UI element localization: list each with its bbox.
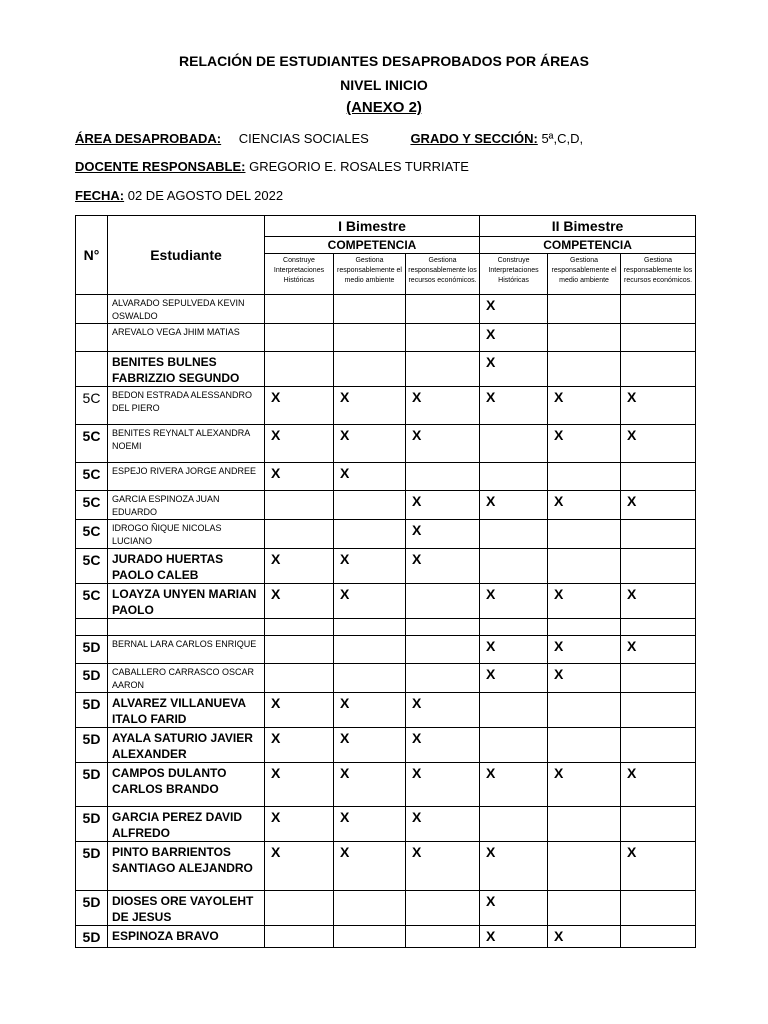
col-student-header: Estudiante (108, 216, 265, 295)
mark-cell (621, 619, 696, 636)
mark-cell (265, 491, 334, 520)
mark-cell (548, 807, 621, 842)
mark-cell: X (480, 926, 548, 948)
mark-cell: X (265, 842, 334, 891)
mark-cell: X (548, 584, 621, 619)
mark-cell: X (480, 584, 548, 619)
annex-text: (ANEXO 2) (346, 99, 422, 116)
mark-cell (265, 891, 334, 926)
area-label: ÁREA DESAPROBADA: (75, 131, 222, 146)
mark-cell (548, 295, 621, 324)
student-name-cell: ALVARADO SEPULVEDA KEVIN OSWALDO (108, 295, 265, 324)
mark-cell (621, 520, 696, 549)
section-cell: 5C (76, 584, 108, 619)
mark-cell: X (406, 491, 480, 520)
mark-cell (621, 664, 696, 693)
mark-cell (480, 728, 548, 763)
mark-cell: X (548, 664, 621, 693)
mark-cell (548, 842, 621, 891)
mark-cell: X (480, 842, 548, 891)
mark-cell: X (406, 520, 480, 549)
mark-cell: X (548, 387, 621, 425)
competencia-1-header: COMPETENCIA (265, 237, 480, 254)
student-name-cell: BEDON ESTRADA ALESSANDRO DEL PIERO (108, 387, 265, 425)
student-name-cell: GARCIA PEREZ DAVID ALFREDO (108, 807, 265, 842)
mark-cell (480, 807, 548, 842)
mark-cell (406, 619, 480, 636)
student-name-cell: JURADO HUERTAS PAOLO CALEB (108, 549, 265, 584)
mark-cell (480, 425, 548, 463)
mark-cell: X (334, 387, 406, 425)
student-name-cell: BENITES BULNES FABRIZZIO SEGUNDO (108, 352, 265, 387)
mark-cell: X (480, 387, 548, 425)
table-row (76, 520, 696, 549)
table-row (76, 295, 696, 324)
mark-cell: X (265, 763, 334, 807)
mark-cell (480, 520, 548, 549)
mark-cell: X (480, 324, 548, 352)
competence-header: Gestiona responsablemente los recursos económicos. (621, 254, 696, 295)
students-table (75, 215, 696, 948)
mark-cell (621, 891, 696, 926)
competence-header: Gestiona responsablemente el medio ambiente (334, 254, 406, 295)
mark-cell (480, 463, 548, 491)
mark-cell: X (334, 807, 406, 842)
section-cell: 5D (76, 891, 108, 926)
mark-cell: X (265, 807, 334, 842)
mark-cell (548, 324, 621, 352)
mark-cell: X (621, 636, 696, 664)
mark-cell: X (621, 763, 696, 807)
mark-cell (406, 926, 480, 948)
mark-cell: X (480, 891, 548, 926)
section-cell: 5C (76, 520, 108, 549)
mark-cell: X (334, 842, 406, 891)
table-row (76, 324, 696, 352)
section-cell (76, 295, 108, 324)
mark-cell: X (406, 693, 480, 728)
mark-cell (548, 619, 621, 636)
mark-cell (265, 636, 334, 664)
mark-cell: X (334, 463, 406, 491)
mark-cell: X (480, 664, 548, 693)
mark-cell (548, 728, 621, 763)
mark-cell: X (621, 387, 696, 425)
mark-cell: X (480, 636, 548, 664)
document-subtitle: NIVEL INICIO (340, 77, 428, 93)
date-value: 02 DE AGOSTO DEL 2022 (127, 188, 284, 203)
mark-cell (334, 664, 406, 693)
table-row (76, 807, 696, 842)
mark-cell (621, 295, 696, 324)
mark-cell (406, 636, 480, 664)
student-name-cell: AYALA SATURIO JAVIER ALEXANDER (108, 728, 265, 763)
mark-cell (548, 352, 621, 387)
area-line (75, 131, 583, 146)
section-cell (76, 324, 108, 352)
student-name-cell (108, 619, 265, 636)
mark-cell (406, 584, 480, 619)
mark-cell: X (334, 549, 406, 584)
student-name-cell: PINTO BARRIENTOS SANTIAGO ALEJANDRO (108, 842, 265, 891)
table-row (76, 584, 696, 619)
mark-cell (406, 463, 480, 491)
mark-cell: X (265, 387, 334, 425)
mark-cell (265, 295, 334, 324)
mark-cell (334, 352, 406, 387)
mark-cell: X (406, 763, 480, 807)
mark-cell (334, 520, 406, 549)
mark-cell: X (548, 491, 621, 520)
table-row (76, 636, 696, 664)
student-name-cell: CABALLERO CARRASCO OSCAR AARON (108, 664, 265, 693)
mark-cell (265, 352, 334, 387)
teacher-value: GREGORIO E. ROSALES TURRIATE (249, 159, 469, 174)
mark-cell: X (406, 842, 480, 891)
mark-cell: X (265, 425, 334, 463)
mark-cell: X (480, 352, 548, 387)
section-cell: 5D (76, 636, 108, 664)
mark-cell: X (548, 425, 621, 463)
competence-header: Construye Interpretaciones Históricas (480, 254, 548, 295)
mark-cell (621, 926, 696, 948)
mark-cell: X (406, 728, 480, 763)
competencia-2-header: COMPETENCIA (480, 237, 696, 254)
mark-cell: X (621, 584, 696, 619)
mark-cell (621, 728, 696, 763)
mark-cell (548, 549, 621, 584)
mark-cell (265, 520, 334, 549)
section-cell: 5D (76, 728, 108, 763)
document-title: RELACIÓN DE ESTUDIANTES DESAPROBADOS POR ÁREAS (179, 53, 589, 69)
mark-cell: X (548, 926, 621, 948)
table-row (76, 491, 696, 520)
student-name-cell: BERNAL LARA CARLOS ENRIQUE (108, 636, 265, 664)
bimester-2-header: II Bimestre (480, 216, 696, 237)
students-table-body (76, 295, 696, 948)
grade-value: 5ª,C,D, (541, 131, 584, 146)
section-cell (76, 619, 108, 636)
student-name-cell: CAMPOS DULANTO CARLOS BRANDO (108, 763, 265, 807)
mark-cell: X (265, 584, 334, 619)
section-cell: 5C (76, 463, 108, 491)
student-name-cell: ESPINOZA BRAVO (108, 926, 265, 948)
mark-cell (480, 693, 548, 728)
student-name-cell: GARCIA ESPINOZA JUAN EDUARDO (108, 491, 265, 520)
student-name-cell: DIOSES ORE VAYOLEHT DE JESUS (108, 891, 265, 926)
area-value: CIENCIAS SOCIALES (238, 131, 369, 146)
student-name-cell: IDROGO ÑIQUE NICOLAS LUCIANO (108, 520, 265, 549)
annex-label (0, 99, 768, 116)
mark-cell: X (621, 842, 696, 891)
table-row (76, 926, 696, 948)
teacher-label: DOCENTE RESPONSABLE: (75, 159, 246, 174)
mark-cell (548, 520, 621, 549)
mark-cell (621, 693, 696, 728)
mark-cell: X (548, 763, 621, 807)
mark-cell (548, 463, 621, 491)
table-row (76, 728, 696, 763)
table-row (76, 387, 696, 425)
mark-cell (334, 295, 406, 324)
mark-cell (480, 549, 548, 584)
table-row (76, 619, 696, 636)
table-row (76, 425, 696, 463)
mark-cell (334, 891, 406, 926)
mark-cell (406, 324, 480, 352)
section-cell: 5C (76, 491, 108, 520)
section-cell (76, 352, 108, 387)
table-row (76, 891, 696, 926)
competence-header: Gestiona responsablemente los recursos económicos. (406, 254, 480, 295)
mark-cell (548, 693, 621, 728)
bimester-1-header: I Bimestre (265, 216, 480, 237)
teacher-line (75, 159, 469, 174)
mark-cell: X (265, 728, 334, 763)
mark-cell: X (406, 387, 480, 425)
mark-cell (406, 891, 480, 926)
col-number-header: N° (76, 216, 108, 295)
mark-cell (265, 324, 334, 352)
table-row (76, 664, 696, 693)
mark-cell (334, 926, 406, 948)
mark-cell: X (480, 491, 548, 520)
student-name-cell: LOAYZA UNYEN MARIAN PAOLO (108, 584, 265, 619)
mark-cell (621, 463, 696, 491)
mark-cell (334, 491, 406, 520)
mark-cell (406, 352, 480, 387)
student-name-cell: BENITES REYNALT ALEXANDRA NOEMI (108, 425, 265, 463)
section-cell: 5D (76, 807, 108, 842)
section-cell: 5C (76, 387, 108, 425)
student-name-cell: ALVAREZ VILLANUEVA ITALO FARID (108, 693, 265, 728)
section-cell: 5D (76, 763, 108, 807)
mark-cell (265, 619, 334, 636)
student-name-cell: AREVALO VEGA JHIM MATIAS (108, 324, 265, 352)
mark-cell (621, 352, 696, 387)
mark-cell: X (480, 295, 548, 324)
table-row (76, 693, 696, 728)
section-cell: 5D (76, 926, 108, 948)
table-row (76, 352, 696, 387)
mark-cell: X (548, 636, 621, 664)
table-row (76, 463, 696, 491)
mark-cell: X (406, 425, 480, 463)
section-cell: 5D (76, 693, 108, 728)
mark-cell (334, 619, 406, 636)
mark-cell (480, 619, 548, 636)
mark-cell (621, 324, 696, 352)
mark-cell: X (334, 728, 406, 763)
date-label: FECHA: (75, 188, 125, 203)
competence-header: Construye Interpretaciones Históricas (265, 254, 334, 295)
grade-label: GRADO Y SECCIÓN: (410, 131, 538, 146)
mark-cell: X (265, 693, 334, 728)
mark-cell (334, 636, 406, 664)
mark-cell: X (621, 425, 696, 463)
mark-cell (406, 295, 480, 324)
mark-cell (548, 891, 621, 926)
mark-cell (265, 926, 334, 948)
section-cell: 5D (76, 842, 108, 891)
mark-cell: X (265, 549, 334, 584)
mark-cell: X (406, 807, 480, 842)
mark-cell: X (621, 491, 696, 520)
table-row (76, 549, 696, 584)
mark-cell: X (334, 693, 406, 728)
date-line (75, 188, 283, 203)
table-row (76, 842, 696, 891)
student-name-cell: ESPEJO RIVERA JORGE ANDREE (108, 463, 265, 491)
mark-cell (621, 549, 696, 584)
mark-cell (406, 664, 480, 693)
mark-cell: X (265, 463, 334, 491)
mark-cell: X (334, 584, 406, 619)
section-cell: 5C (76, 549, 108, 584)
mark-cell: X (334, 763, 406, 807)
table-row (76, 763, 696, 807)
section-cell: 5C (76, 425, 108, 463)
mark-cell (334, 324, 406, 352)
section-cell: 5D (76, 664, 108, 693)
competence-header: Gestiona responsablemente el medio ambiente (548, 254, 621, 295)
mark-cell: X (334, 425, 406, 463)
mark-cell (265, 664, 334, 693)
mark-cell (621, 807, 696, 842)
mark-cell: X (406, 549, 480, 584)
mark-cell: X (480, 763, 548, 807)
